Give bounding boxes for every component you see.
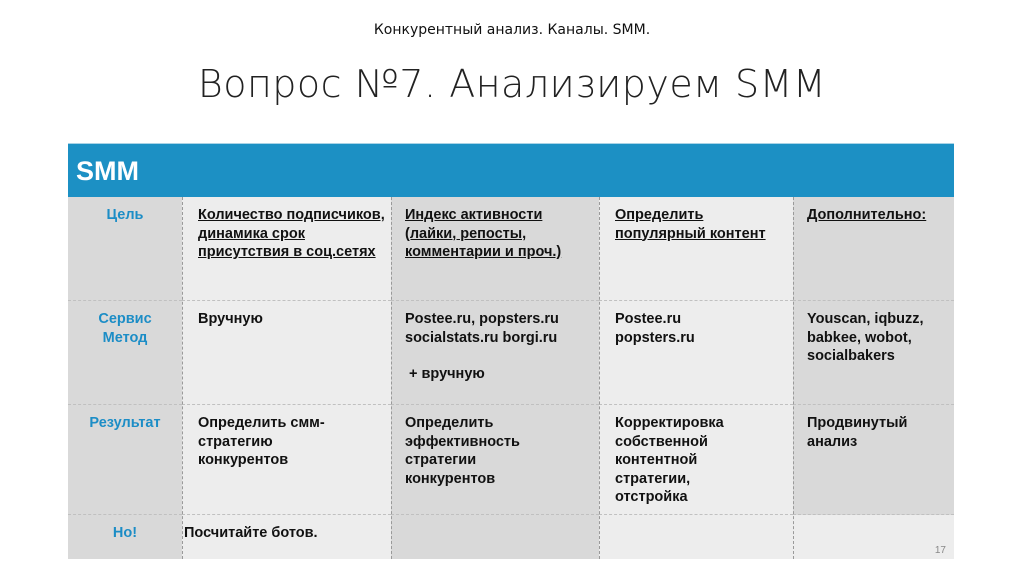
page-number: 17 (934, 545, 946, 556)
table-cell: Определить популярный контент (599, 197, 793, 301)
table-header-bar (68, 143, 954, 198)
row-label-goal: Цель (68, 197, 182, 301)
smm-table (68, 143, 954, 559)
table-cell: Определить эффективность стратегии конкурентов (391, 405, 599, 515)
table-cell (599, 515, 793, 559)
column-divider (793, 197, 794, 559)
table-heading: SMM (76, 156, 139, 186)
service-list: Postee.ru, popsters.ru socialstats.ru borgi.ru (405, 311, 559, 346)
table-cell: Определить смм-стратегию конкурентов (182, 405, 391, 515)
column-divider (599, 197, 600, 559)
slide-title: Вопрос №7. Анализируем SMM (197, 62, 827, 106)
table-cell: Индекс активности (лайки, репосты, комментарии и проч.) (391, 197, 599, 301)
row-label-service: Сервис Метод (68, 301, 182, 405)
table-cell (793, 515, 954, 559)
table-cell: Продвинутый анализ (793, 405, 954, 515)
table-cell: Вручную (182, 301, 391, 405)
table-cell (391, 515, 599, 559)
column-divider (391, 197, 392, 559)
table-cell: Корректировка собственной контентной стратегии, отстройка (599, 405, 793, 515)
column-divider (182, 197, 183, 559)
table-cell: Посчитайте ботов. (182, 515, 391, 559)
row-label-but: Но! (68, 515, 182, 559)
row-label-result: Результат (68, 405, 182, 515)
table-cell: Youscan, iqbuzz, babkee, wobot, socialbakers (793, 301, 954, 405)
manual-note: + вручную (409, 366, 485, 382)
table-cell: Количество подписчиков, динамика срок присутствия в соц.сетях (182, 197, 391, 301)
table-cell: Postee.ru popsters.ru (599, 301, 793, 405)
table-cell (391, 301, 599, 405)
slide-subtitle: Конкурентный анализ. Каналы. SMM. (373, 22, 651, 38)
table-cell: Дополнительно: (793, 197, 954, 301)
